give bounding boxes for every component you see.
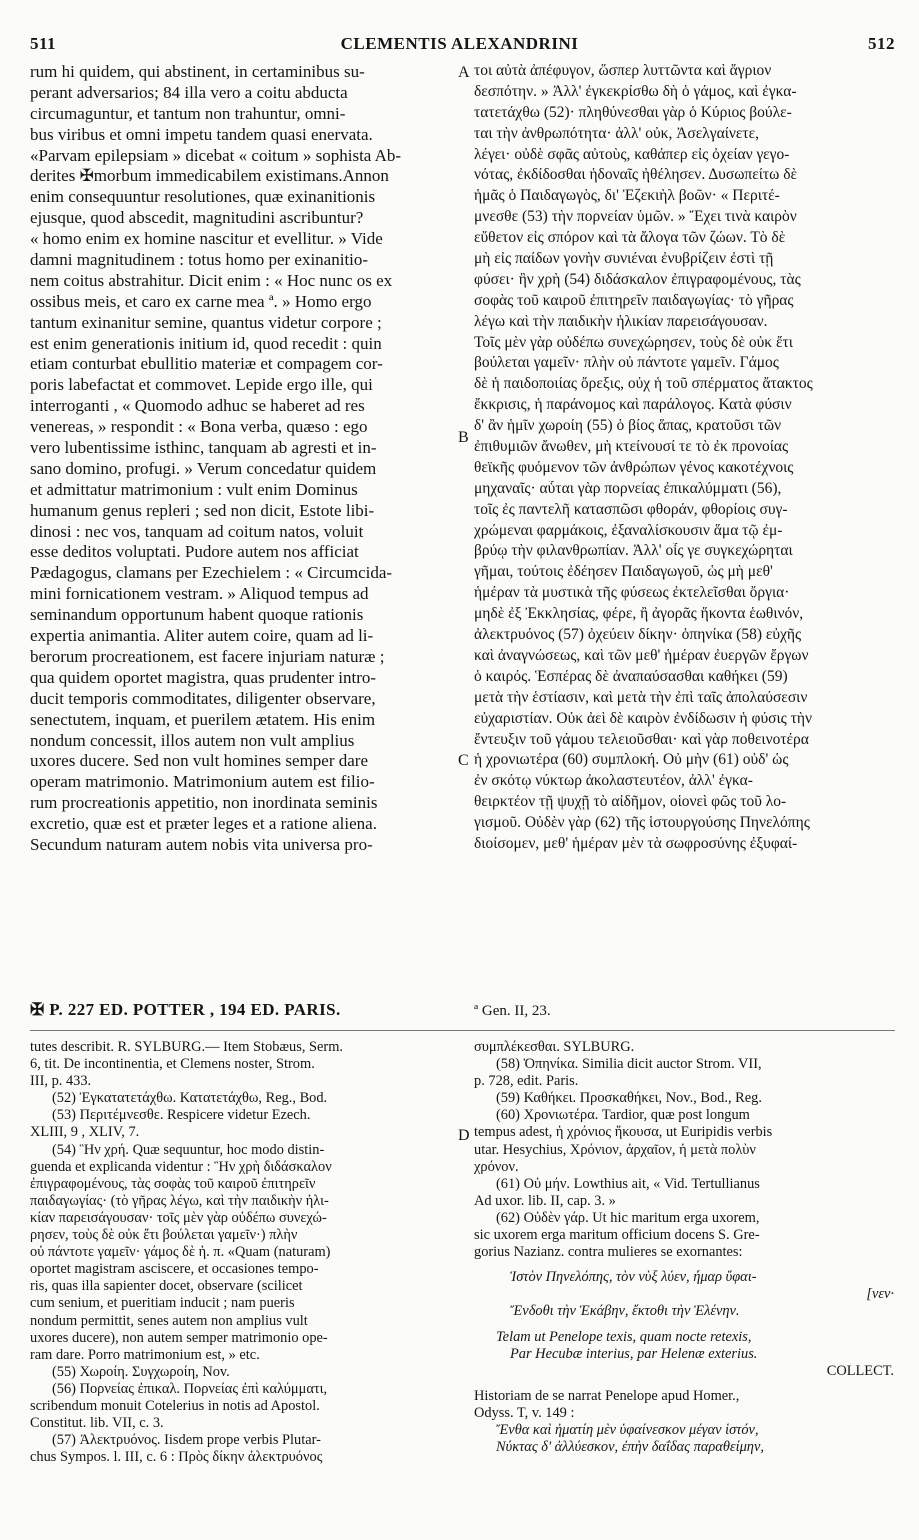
note-line: uxores ducere), non autem semper matrimonio ope-	[30, 1330, 328, 1346]
greek-line: μετὰ τὴν ἑστίασιν, καὶ μετὰ τὴν ἐπὶ ταῖς ἀπολαύσεσιν	[474, 689, 808, 706]
greek-line: μνεσθε (53) τὴν πορνείαν ὑμῶν. » Ἔχει τινὰ καιρὸν	[474, 209, 797, 226]
note-line: chus Sympos. l. III, c. 6 : Πρὸς δίκην ἀλεκτρυόνος	[30, 1450, 323, 1466]
latin-line: operam matrimonio. Matrimonium autem est filio-	[30, 773, 375, 792]
note-line: ram dare. Porro matrimonium est, » etc.	[30, 1347, 260, 1363]
greek-line: ἐπιθυμιῶν ἄνωθεν, μὴ κτείνουσί τε τὸ ἐκ προνοίας	[474, 439, 789, 456]
latin-line: tantum exinanitur semine, quantus videtur corpore ;	[30, 313, 382, 332]
latin-line: nondum concessit, illos autem non vult amplius	[30, 731, 355, 750]
greek-line: γισμοῦ. Οὐδὲν γὰρ (62) τῆς ἱστουργούσης Πηνελόπης	[474, 815, 810, 832]
note-line: συμπλέκεσθαι. SYLBURG.	[474, 1040, 635, 1055]
note-line: (56) Πορνείας ἐπικαλ. Πορνείας ἐπὶ καλύμματι,	[52, 1381, 328, 1397]
greek-line: γῆμαι, τούτοις ἐδέησεν Παιδαγωγοῦ, ὡς μὴ μεθ'	[474, 564, 773, 581]
latin-line: derites ✠morbum immedicabilem existimans.Annon	[30, 167, 389, 186]
greek-line: θειρκτέον τῇ ψυχῇ τὸ αἰδῆμον, οἱονεὶ φῶς τοῦ λο-	[474, 794, 787, 811]
note-line: III, p. 433.	[30, 1074, 92, 1090]
quote-line: COLLECT.	[826, 1363, 894, 1379]
latin-line: ejusque, quod abscedit, magnitudini ascribuntur?	[30, 209, 364, 228]
page-number-left: 511	[30, 34, 57, 53]
note-line: Constitut. lib. VII, c. 3.	[30, 1416, 164, 1432]
greek-line: τοι αὐτὰ ἀπέφυγον, ὥσπερ λυττῶντα καὶ ἄγριον	[474, 63, 772, 79]
greek-line: χρώμεναι φαρμάκοις, ἐξαναλίσκουσιν ἅμα τῷ ἐμ-	[474, 522, 783, 539]
scripture-footnote: ª Gen. II, 23.	[474, 1003, 551, 1019]
latin-line: excretio, quæ est et præter leges et a ratione aliena.	[30, 815, 377, 834]
note-line: (54) Ἣν χρή. Quæ sequuntur, hoc modo distin-	[52, 1142, 325, 1158]
greek-line: σοφὰς τοῦ καιροῦ ἐπιτηρεῖν παιδαγωγίας· τὸ γῆρας	[474, 292, 794, 309]
note-line: oportet magistram asciscere, et occasiones tempo-	[30, 1262, 319, 1278]
latin-line: perant adversarios; 84 illa vero a coitu abducta	[30, 83, 348, 102]
note-line: (55) Χωροίη. Συγχωροίη, Nov.	[52, 1364, 230, 1380]
note-line: tempus adest, ἡ χρόνιος ἥκουσα, ut Euripidis verbis	[474, 1125, 773, 1141]
latin-line: circumaguntur, et tantum non trahuntur, omni-	[30, 104, 346, 123]
latin-line: vero lubentissime isthinc, tanquam ab agresti et in-	[30, 439, 377, 458]
latin-line: rum hi quidem, qui abstinent, in certaminibus su-	[30, 63, 365, 81]
greek-line: νότας, ἐκδίδοσθαι ἡδοναῖς ἠθέλησεν. Δυσωπείτω δὲ	[474, 167, 798, 184]
greek-line: λέγει· οὐδὲ σφᾶς αὐτοὺς, καθάπερ εἰς ὀχείαν γεγο-	[474, 146, 790, 163]
note-line: gorius Nazianz. contra mulieres se exornantes:	[474, 1245, 743, 1261]
greek-line: ὁ καιρός. Ἑσπέρας δὲ ἀναπαύσασθαι καθήκει (59)	[474, 668, 788, 685]
note-line: XLIII, 9 , XLIV, 7.	[30, 1125, 140, 1141]
greek-line: μὴ εἰς παίδων γονὴν συνιέναι ἐνυβρίζειν ἐστὶ τῇ	[474, 251, 774, 268]
greek-line: βρύῳ τὴν φιλανθρωπίαν. Ἀλλ' οἷς γε συγκεχώρηται	[474, 543, 793, 560]
latin-line: Pædagogus, clamans per Ezechielem : « Circumcida-	[30, 564, 393, 583]
note-line: χρόνον.	[474, 1159, 519, 1175]
quote-line: Par Hecubæ interius, par Helenæ exterius.	[510, 1346, 758, 1362]
greek-line: ἡ χρονιωτέρα (60) συμπλοκή. Οὐ μὴν (61) οὐδ' ὡς	[474, 752, 789, 769]
quote-line: [νεν·	[866, 1287, 894, 1303]
latin-line: rum procreationis appetitio, non inordinata seminis	[30, 794, 378, 813]
margin-letter-b: B	[458, 429, 469, 446]
note-line: tutes describit. R. SYLBURG.— Item Stobæus, Serm.	[30, 1040, 343, 1055]
latin-line: Secundum naturam autem nobis vita universa pro-	[30, 835, 373, 854]
note-line: Historiam de se narrat Penelope apud Homer.,	[474, 1388, 740, 1404]
note-line: (57) Ἀλεκτρυόνος. Iisdem prope verbis Plutar-	[52, 1433, 321, 1449]
latin-line: bus viribus et omni impetu tandem quasi enervata.	[30, 125, 373, 144]
quote-line: Ἔνθα καὶ ἠματίη μὲν ὑφαίνεσκον μέγαν ἱστόν,	[496, 1422, 759, 1438]
greek-text-column	[474, 63, 894, 857]
note-line: guenda et explicanda videntur : Ἣν χρὴ διδάσκαλον	[30, 1159, 332, 1175]
note-line: (52) Ἐγκατατετάχθω. Κατατετάχθω, Reg., Bod.	[52, 1091, 328, 1107]
greek-line: εὔθετον εἰς σπόρον καὶ τὰ ἄλογα τῶν ζώων. Τὸ δὲ	[474, 230, 786, 247]
latin-line: damni magnitudinem : totus homo per exinanitio-	[30, 251, 369, 270]
latin-line: nem coitus abstrahitur. Dicit enim : « Hoc nunc os ex	[30, 271, 393, 290]
note-line: (53) Περιτέμνεσθε. Respicere videtur Ezech.	[52, 1108, 311, 1124]
latin-line: seminandum opportunum habent quoque rationis	[30, 606, 364, 625]
greek-line: ἡμᾶς ὁ Παιδαγωγὸς, δι' Ἐζεκιὴλ βοῶν· « Περιτέ-	[474, 188, 780, 205]
running-title: CLEMENTIS ALEXANDRINI	[340, 34, 579, 53]
greek-line: τοῖς ἐς παντελῆ κατασπῶσι φθοράν, φθορίοις συγ-	[474, 501, 788, 518]
latin-line: « homo enim ex homine nascitur et evellitur. » Vide	[30, 230, 383, 249]
latin-line: enim consequuntur resolutiones, quæ exinanitionis	[30, 188, 376, 207]
note-line: utar. Hesychius, Χρόνιον, ἀρχαῖον, ἡ μετὰ πολὺν	[474, 1142, 756, 1158]
note-line: 6, tit. De incontinentia, et Clemens noster, Strom.	[30, 1057, 315, 1073]
latin-line: etiam conturbat ebullitio materiæ et compagem cor-	[30, 355, 383, 374]
latin-line: senectutem, inquam, et puerilem ætatem. His enim	[30, 710, 376, 729]
greek-line: βούλεται γαμεῖν· πλὴν οὐ πάντοτε γαμεῖν. Γάμος	[474, 355, 779, 372]
quote-line: Ἔνδοθι τὴν Ἑκάβην, ἔκτοθι τὴν Ἑλένην.	[510, 1304, 740, 1320]
latin-line: interroganti , « Quomodo adhuc se haberet ad res	[30, 397, 365, 416]
note-line: sic uxorem erga maritum officium docens S. Gre-	[474, 1228, 760, 1244]
latin-text-column	[30, 63, 450, 857]
notes-right-end	[474, 1389, 894, 1423]
quote-line: Νύκτας δ' ἀλλύεσκον, ἐπὴν δαΐδας παραθείμην,	[496, 1440, 764, 1456]
nazianzen-greek-quote	[474, 1270, 894, 1321]
homer-quote	[474, 1423, 894, 1457]
footnote-divider	[30, 1030, 895, 1031]
margin-letter-c: C	[458, 752, 469, 769]
note-line: nondum permittit, senes autem non amplius vult	[30, 1313, 308, 1329]
note-line: Ad uxor. lib. II, cap. 3. »	[474, 1193, 616, 1209]
note-line: (61) Οὐ μήν. Lowthius ait, « Vid. Tertullianus	[496, 1176, 760, 1192]
latin-line: et admittatur matrimonium : vult enim Dominus	[30, 480, 358, 499]
note-line: οὐ πάντοτε γαμεῖν· γάμος δὲ ἡ. π. «Quam (naturam)	[30, 1245, 331, 1261]
greek-line: ἔκκρισις, ἡ παράνομος καὶ παράλογος. Κατὰ φύσιν	[474, 397, 792, 414]
latin-line: esse deditos voluptati. Pudore autem nos afficiat	[30, 543, 359, 562]
latin-line: humanum genus repleri ; sed non dicit, Estote libi-	[30, 501, 375, 520]
greek-line: καὶ ἀναγνώσεως, καὶ τῶν μεθ' ἡμέραν ἐυεργῶν ἔργων	[474, 647, 809, 664]
margin-letter-a: A	[458, 64, 470, 81]
latin-line: poris labefactat et commovet. Lepide ergo ille, qui	[30, 376, 373, 395]
note-line: (58) Ὁπηνίκα. Similia dicit auctor Strom. VII,	[496, 1057, 762, 1073]
latin-line: ducit temporis commoditates, diligenter observare,	[30, 689, 376, 708]
greek-line: μηχαναῖς· αὗται γὰρ πορνείας ἐπικαλύμματι (56),	[474, 480, 782, 497]
note-line: ρησεν, τοὺς δὲ οὐκ ἔτι βούλεται γαμεῖν·) πλὴν	[30, 1228, 298, 1244]
latin-line: dinosi : nec vos, tanquam ad coitum natos, voluit	[30, 522, 364, 541]
greek-line: φύσει· ἣν χρὴ (54) διδάσκαλον ἐπιγραφομένους, τὰς	[474, 271, 801, 288]
greek-line: δὲ ἡ παιδοποιίας ὄρεξις, οὐχ ἡ τοῦ σπέρματος ἄτακτος	[474, 376, 813, 393]
greek-line: διοίσομεν, μεθ' ἡμέραν μὲν τὰ σωφροσύνης ἐξυφαί-	[474, 835, 798, 852]
latin-line: berorum procreationem, est facere injuriam naturæ ;	[30, 647, 385, 666]
latin-line: sano domino, profugi. » Verum concedatur quidem	[30, 459, 377, 478]
latin-translation-quote	[474, 1330, 894, 1381]
notes-right-main	[474, 1040, 894, 1262]
note-line: Odyss. T, v. 149 :	[474, 1405, 575, 1421]
margin-letter-d: D	[458, 1127, 470, 1144]
note-line: p. 728, edit. Paris.	[474, 1074, 579, 1090]
note-line: scribendum monuit Cotelerius in notis ad Apostol.	[30, 1398, 320, 1414]
note-line: cum senium, et pueritiam inducit ; nam pueris	[30, 1296, 295, 1312]
quote-line: Telam ut Penelope texis, quam nocte retexis,	[496, 1329, 752, 1345]
greek-line: λέγω καὶ τὴν παιδικὴν ἡλικίαν παρεισάγουσαν.	[474, 313, 768, 330]
latin-line: qua quidem oportet magistra, quas prudenter intro-	[30, 668, 377, 687]
latin-line: «Parvam epilepsiam » dicebat « coitum » sophista Ab-	[30, 146, 402, 165]
greek-line: τατετάχθω (52)· πληθύνεσθαι γὰρ ὁ Κύριος βούλε-	[474, 104, 792, 121]
note-line: ris, quas illa sapienter docet, observare (scilicet	[30, 1279, 303, 1295]
greek-line: ἔντευξιν τοῦ γάμου τελειοῦσθαι· καὶ γὰρ ποθεινοτέρα	[474, 731, 809, 748]
greek-line: Τοῖς μὲν γὰρ οὐδέπω συνεχώρησεν, τοὺς δὲ οὐκ ἔτι	[474, 334, 793, 351]
greek-line: θεϊκῆς φυόμενον τῶν ἀνθρώπων γένος κακοτέχνοις	[474, 459, 794, 476]
latin-line: venereas, » respondit : « Bona verba, quæso : ego	[30, 418, 368, 437]
greek-line: δ' ἂν ἡμῖν χωροίη (55) ὁ βίος ἅπας, κρατοῦσι τῶν	[474, 418, 782, 435]
greek-line: δεσπότην. » Ἀλλ' ἐγκεκρίσθω δὴ ὁ γάμος, καὶ ἐγκα-	[474, 83, 797, 100]
quote-line: Ἱστὸν Πηνελόπης, τὸν νὺξ λύεν, ἦμαρ ὕφαι-	[510, 1270, 757, 1286]
notes-left-column	[30, 1040, 454, 1467]
note-line: (60) Χρονιωτέρα. Tardior, quæ post longum	[496, 1108, 750, 1124]
page-number-right: 512	[868, 34, 895, 53]
note-line: (59) Καθήκει. Προσκαθήκει, Nov., Bod., Reg.	[496, 1091, 762, 1107]
latin-line: mini fornicationem vestram. » Aliquod tempus ad	[30, 585, 369, 604]
latin-line: ossibus meis, et caro ex carne mea ª. » Homo ergo	[30, 292, 372, 311]
greek-line: μηδὲ ἐξ Ἐκκλησίας, φέρε, ἢ ἀγορᾶς ἥκοντα ἑωθινόν,	[474, 606, 804, 623]
note-line: ἐπιγραφομένους, τὰς σοφὰς τοῦ καιροῦ ἐπιτηρεῖν	[30, 1176, 316, 1192]
greek-line: ται τὴν ἀνθρωπότητα· ἀλλ' οὐκ, Ἀσελγαίνετε,	[474, 125, 760, 142]
note-line: παιδαγωγίας· (τὸ γῆρας λέγω, καὶ τὴν παιδικὴν ἡλι-	[30, 1193, 329, 1209]
latin-line: est enim generationis initium id, quod recedit : quin	[30, 334, 382, 353]
greek-line: ἐν σκότῳ νύκτωρ ἀκολαστευτέον, ἀλλ' ἐγκα-	[474, 773, 753, 790]
potter-edition-marker: ✠ P. 227 ED. POTTER , 194 ED. PARIS.	[30, 1000, 341, 1019]
note-line: κίαν παρεισάγουσαν· τοῖς μὲν γὰρ οὐδέπω συνεχώ-	[30, 1210, 327, 1226]
latin-line: uxores ducere. Sed non vult homines semper dare	[30, 752, 369, 771]
notes-right-column	[474, 1040, 894, 1457]
note-line: (62) Οὐδὲν γάρ. Ut hic maritum erga uxorem,	[496, 1210, 760, 1226]
latin-line: expertia animantia. Aliter autem coire, quam ad li-	[30, 627, 374, 646]
greek-line: ἡμέραν τὰ μυστικὰ τῆς φύσεως ἐκτελεῖσθαι ὄργια·	[474, 585, 790, 602]
greek-line: εὐχαριστίαν. Οὐκ ἀεὶ δὲ καιρὸν ἐνδίδωσιν ἡ φύσις τὴν	[474, 710, 813, 727]
greek-line: ἀλεκτρυόνος (57) ὀχεύειν δίκην· ὁπηνίκα (58) εὐχῆς	[474, 627, 802, 644]
